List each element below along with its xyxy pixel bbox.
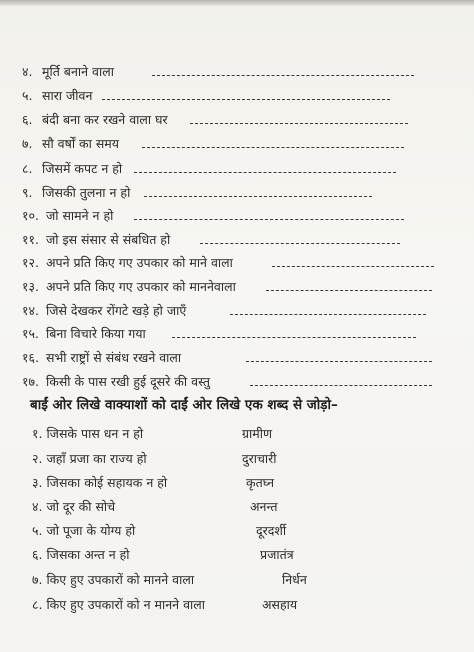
question-row — [22, 133, 442, 155]
answer-blank — [246, 361, 432, 362]
question-number: १६. — [22, 350, 39, 365]
question-text: सभी राष्ट्रों से संबंध रखने वाला — [46, 350, 182, 365]
match-word: दूरदर्शी — [256, 523, 287, 538]
match-word: कृतघ्न — [246, 475, 275, 490]
question-text: बंदी बना कर रखने वाला घर — [42, 112, 168, 127]
answer-blank — [200, 243, 400, 244]
question-number: ११. — [22, 232, 39, 247]
question-row — [22, 61, 442, 83]
match-phrase: १. जिसके पास धन न हो — [32, 426, 144, 441]
match-phrase: २. जहाँ प्रजा का राज्य हो — [32, 451, 147, 466]
question-text: किसी के पास रखी हुई दूसरे की वस्तु — [46, 374, 211, 389]
answer-blank — [134, 219, 404, 220]
question-text: अपने प्रति किए गए उपकार को माने वाला — [46, 255, 233, 270]
question-number: ४. — [22, 64, 33, 79]
question-text: अपने प्रति किए गए उपकार को माननेवाला — [46, 279, 236, 294]
question-row — [22, 85, 442, 107]
answer-blank — [172, 337, 416, 338]
question-row — [22, 323, 442, 345]
question-row — [22, 229, 442, 251]
question-row — [22, 371, 442, 393]
question-text: सौ वर्षों का समय — [42, 136, 120, 151]
match-word: असहाय — [262, 597, 298, 612]
answer-blank — [190, 123, 408, 124]
match-phrase: ७. किए हुए उपकारों को मानने वाला — [32, 572, 195, 587]
answer-blank — [102, 99, 390, 100]
question-text: जो इस संसार से संबधित हो — [46, 232, 171, 247]
question-text: जिसकी तुलना न हो — [42, 185, 131, 200]
question-row — [22, 347, 442, 369]
question-number: १५. — [22, 326, 39, 341]
question-text: जिसमें कपट न हो — [42, 161, 123, 176]
answer-blank — [134, 172, 396, 173]
question-number: ७. — [22, 136, 33, 151]
question-number: १०. — [22, 208, 39, 223]
question-row — [22, 109, 442, 131]
page-top-edge — [0, 0, 474, 6]
question-number: ८. — [22, 161, 33, 176]
match-word: दुराचारी — [242, 451, 277, 466]
question-number: १७. — [22, 374, 39, 389]
match-phrase: ६. जिसका अन्त न हो — [32, 547, 130, 562]
match-word: निर्धन — [282, 572, 307, 587]
match-word: प्रजातंत्र — [260, 547, 294, 562]
match-word: अनन्त — [250, 499, 278, 514]
question-text: बिना विचारे किया गया — [46, 326, 146, 341]
match-phrase: ४. जो दूर की सोचे — [32, 499, 116, 514]
answer-blank — [142, 147, 404, 148]
question-number: १४. — [22, 303, 39, 318]
question-number: १३. — [22, 279, 39, 294]
question-text: सारा जीवन — [42, 88, 93, 103]
answer-blank — [144, 196, 372, 197]
answer-blank — [272, 266, 434, 267]
question-row — [22, 182, 442, 204]
match-phrase: ८. किए हुए उपकारों को न मानने वाला — [32, 597, 205, 612]
match-word: ग्रामीण — [242, 426, 273, 441]
question-number: १२. — [22, 255, 39, 270]
question-row — [22, 252, 442, 274]
answer-blank — [250, 385, 432, 386]
question-number: ५. — [22, 88, 33, 103]
answer-blank — [152, 75, 414, 76]
section-heading: बाईं ओर लिखे वाक्याशों को दाईं ओर लिखे एक शब्द से जोड़ो– — [30, 397, 338, 413]
question-text: जिसे देखकर रोंगटे खड़े हो जाएँ — [46, 303, 187, 318]
match-phrase: ३. जिसका कोई सहायक न हो — [32, 475, 168, 490]
question-number: ९. — [22, 185, 33, 200]
question-row — [22, 300, 442, 322]
question-row — [22, 158, 442, 180]
question-row — [22, 205, 442, 227]
match-phrase: ५. जो पूजा के योग्य हो — [32, 523, 136, 538]
answer-blank — [230, 314, 426, 315]
answer-blank — [266, 290, 432, 291]
question-number: ६. — [22, 112, 33, 127]
question-row — [22, 276, 442, 298]
question-text: जो सामने न हो — [46, 208, 114, 223]
question-text: मूर्ति बनाने वाला — [42, 64, 114, 79]
